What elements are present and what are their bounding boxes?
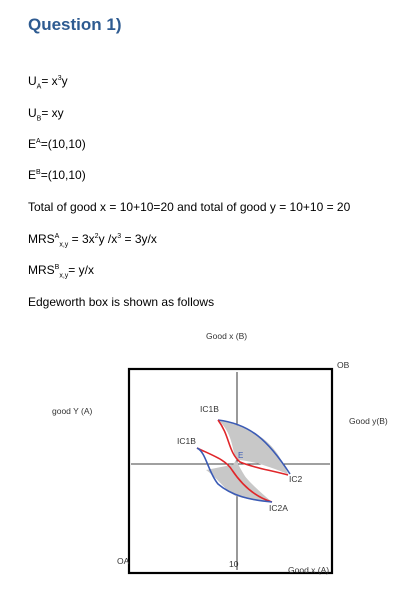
mrs-b: $MRS^B_{x,y}= y/x$ bbox=[28, 263, 94, 280]
label-good-x-a: Good x (A) bbox=[288, 565, 330, 575]
edgeworth-box-diagram bbox=[0, 320, 417, 602]
edgeworth-intro: Edgeworth box is shown as follows bbox=[28, 295, 215, 309]
mrs-a: $MRS^A_{x,y} = 3x^2y$ $/x^3 = 3y/x$ bbox=[28, 232, 157, 249]
question-title: Question 1) bbox=[28, 15, 122, 34]
label-origin-b: OB bbox=[337, 360, 350, 370]
label-ic2: IC2 bbox=[289, 474, 303, 484]
totals-text: Total of good x = 10+10=20 and total of good y = 10+10 = 20 bbox=[28, 200, 351, 214]
label-point-e: E bbox=[238, 451, 244, 460]
label-good-y-b: Good y(B) bbox=[349, 416, 388, 426]
endowment-b: $E^B=(10,10)$ bbox=[28, 168, 86, 182]
label-top-good-x-b: Good x (B) bbox=[206, 331, 248, 341]
label-origin-a: OA bbox=[117, 556, 130, 566]
label-ic2a: IC2A bbox=[269, 503, 288, 513]
endowment-a: $E^A=(10,10)$ bbox=[28, 137, 86, 151]
utility-b: $U_B=$ xy bbox=[28, 106, 64, 123]
label-tick-10: 10 bbox=[229, 559, 239, 569]
utility-a: $U_A= x^3y$ bbox=[28, 74, 68, 91]
label-good-y-a: good Y (A) bbox=[52, 406, 93, 416]
edgeworth-box-svg bbox=[0, 320, 417, 602]
label-ic1b-top: IC1B bbox=[200, 404, 219, 414]
label-ic1b-mid: IC1B bbox=[177, 436, 196, 446]
